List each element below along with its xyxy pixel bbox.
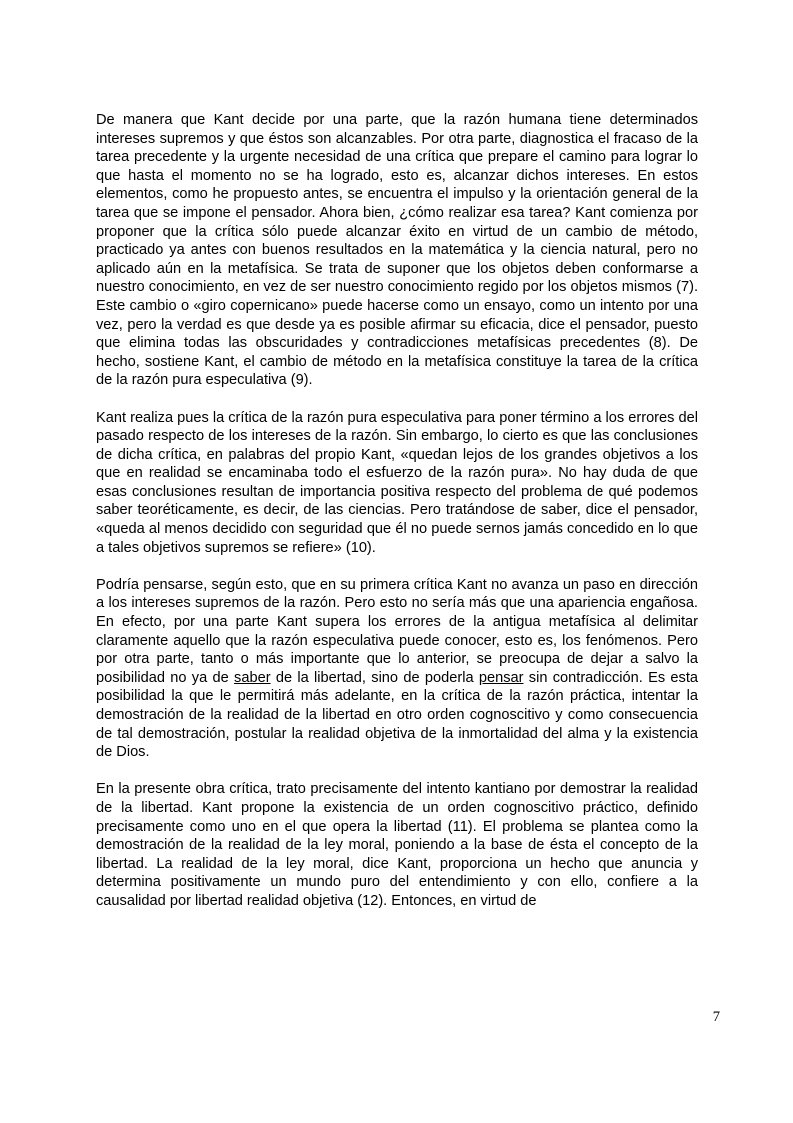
paragraph-3-text-c: sin contradicción. Es esta posibilidad la que le permitirá más adelante, en la crítica de la razón práctica, intentar la demostración de la realidad de la libertad en otro orden cognoscitivo y como consecuencia de tal demostración, postular la realidad objetiva de la inmortalidad del alma y la existencia de Dios. — [96, 669, 698, 761]
paragraph-3-text-a: Podría pensarse, según esto, que en su primera crítica Kant no avanza un paso en dirección a los intereses supremos de la razón. Pero esto no sería más que una apariencia engañosa. En efecto, por una parte Kant supera los errores de la antigua metafísica al delimitar claramente aquello que la razón especulativa puede conocer, esto es, los fenómenos. Pero por otra parte, tanto o más importante que lo anterior, se preocupa de dejar a salvo la posibilidad no ya de — [96, 576, 698, 686]
underlined-word-saber: saber — [234, 669, 271, 686]
page-number: 7 — [712, 1009, 720, 1025]
paragraph-2: Kant realiza pues la crítica de la razón pura especulativa para poner término a los errores del pasado respecto de los intereses de la razón. Sin embargo, lo cierto es que las conclusiones de dicha crítica, en palabras del propio Kant, «quedan lejos de los grandes objetivos a los que en realidad se encaminaba todo el esfuerzo de la razón pura». No hay duda de que esas conclusiones resultan de importancia positiva respecto del problema de qué podemos saber teoréticamente, es decir, de las ciencias. Pero tratándose de saber, dice el pensador, «queda al menos decidido con seguridad que él no puede sernos jamás concedido en lo que a tales objetivos supremos se refiere» (10). — [96, 409, 698, 556]
paragraph-4: En la presente obra crítica, trato precisamente del intento kantiano por demostrar la realidad de la libertad. Kant propone la existencia de un orden cognoscitivo práctico, definido precisamente como uno en el que opera la libertad (11). El problema se plantea como la demostración de la realidad de la ley moral, poniendo a la base de ésta el concepto de la libertad. La realidad de la ley moral, dice Kant, proporciona un hecho que anuncia y determina positivamente un mundo puro del entendimiento y con ello, confiere a la causalidad por libertad realidad objetiva (12). Entonces, en virtud de — [96, 781, 698, 909]
underlined-word-pensar: pensar — [478, 669, 524, 686]
body-text — [96, 111, 698, 929]
paragraph-1: De manera que Kant decide por una parte, que la razón humana tiene determinados intereses supremos y que éstos son alcanzables. Por otra parte, diagnostica el fracaso de la tarea precedente y la urgente necesidad de una crítica que prepare el camino para lograr lo que hasta el momento no se ha logrado, esto es, alcanzar dichos intereses. En estos elementos, como he propuesto antes, se encuentra el impulso y la orientación general de la tarea que se impone el pensador. Ahora bien, ¿cómo realizar esa tarea? Kant comienza por proponer que la crítica sólo puede alcanzar éxito en virtud de un cambio de método, practicado ya antes con buenos resultados en la matemática y la ciencia natural, pero no aplicado aún en la metafísica. Se trata de suponer que los objetos deben conformarse a nuestro conocimiento, en vez de ser nuestro conocimiento regido por los objetos mismos (7). Este cambio o «giro copernicano» puede hacerse como un ensayo, como un intento por una vez, pero la verdad es que desde ya es posible afirmar su eficacia, dice el pensador, puesto que elimina todas las obscuridades y contradicciones metafísicas precedentes (8). De hecho, sostiene Kant, el cambio de método en la metafísica constituye la tarea de la crítica de la razón pura especulativa (9). — [96, 112, 698, 389]
paragraph-3 — [96, 576, 698, 762]
paragraph-3-text-b: de la libertad, sino de poderla — [270, 669, 479, 686]
